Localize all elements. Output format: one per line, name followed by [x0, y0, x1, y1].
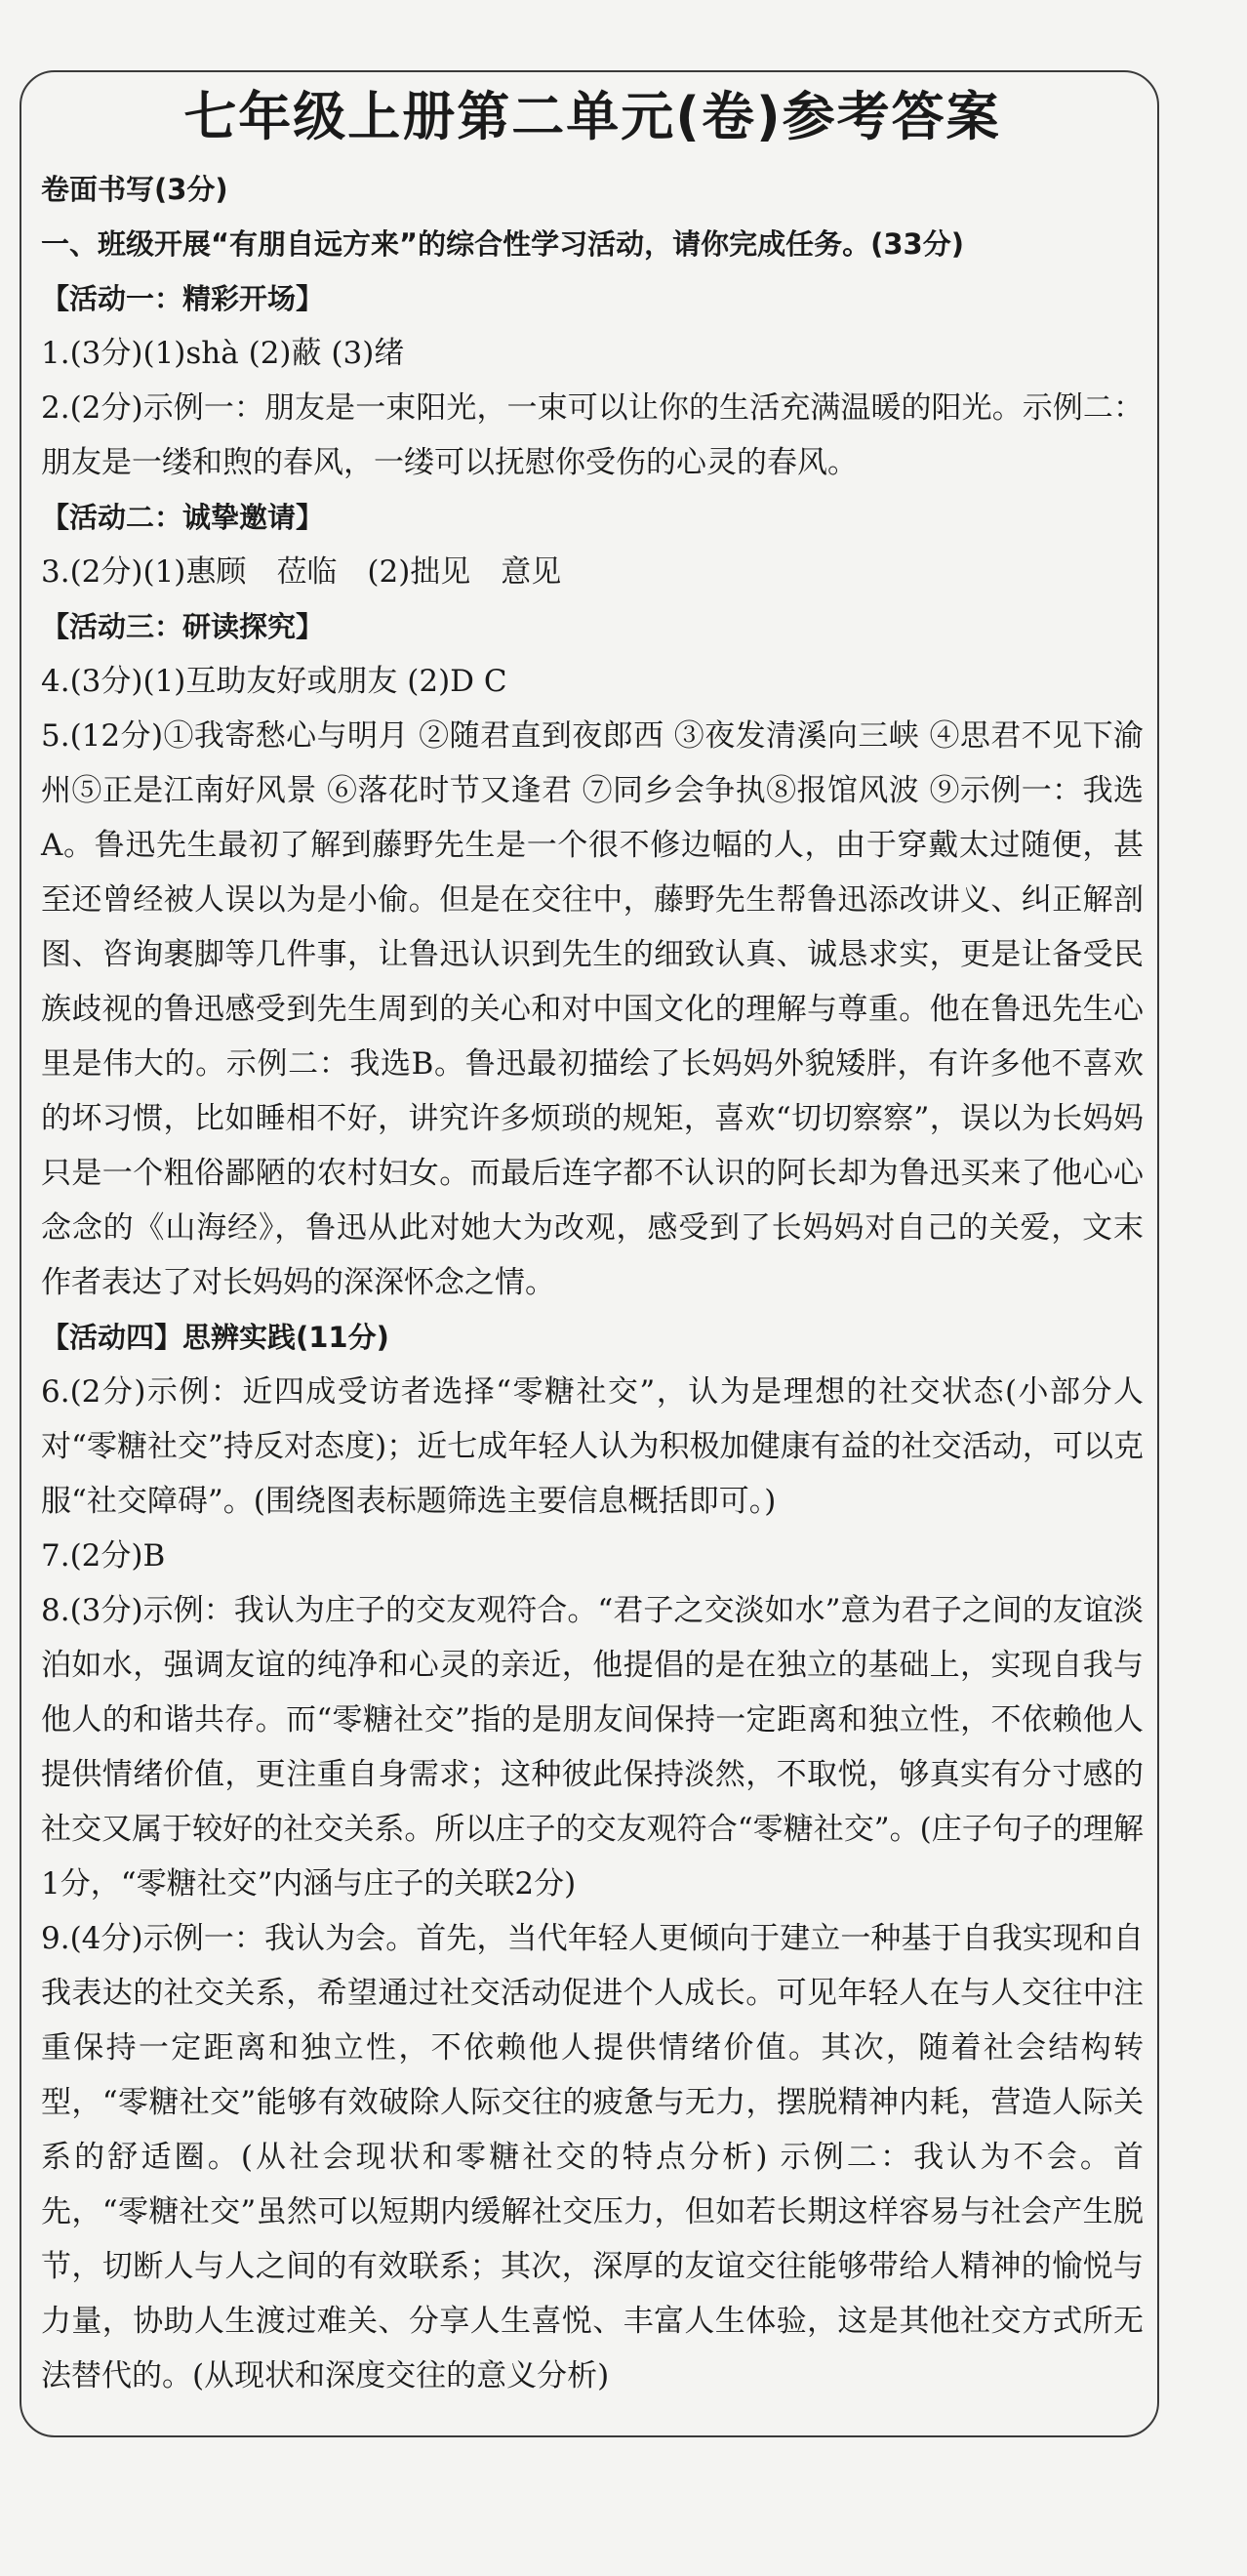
handwriting-score: 卷面书写(3分): [41, 173, 228, 206]
answer-9: 9.(4分)示例一：我认为会。首先，当代年轻人更倾向于建立一种基于自我实现和自我表达的社交关系，希望通过社交活动促进个人成长。可见年轻人在与人交往中注重保持一定距离和独立性，不依赖他人提供情绪价值。其次，随着社会结构转型，“零糖社交”能够有效破除人际交往的疲惫与无力，摆脱精神内耗，营造人际关系的舒适圈。(从社会现状和零糖社交的特点分析) 示例二：我认为不会。首先，“零糖社交”虽然可以短期内缓解社交压力，但如若长期这样容易与社会产生脱节，切断人与人之间的有效联系；其次，深厚的友谊交往能够带给人精神的愉悦与力量，协助人生渡过难关、分享人生喜悦、丰富人生体验，这是其他社交方式所无法替代的。(从现状和深度交往的意义分析): [41, 1921, 1144, 2393]
answer-4: 4.(3分)(1)互助友好或朋友 (2)D C: [41, 664, 507, 699]
activity-three-heading: 【活动三：研读探究】: [41, 610, 325, 643]
answer-content: [41, 76, 1144, 2403]
answer-8: 8.(3分)示例：我认为庄子的交友观符合。“君子之交淡如水”意为君子之间的友谊淡泊如水，强调友谊的纯净和心灵的亲近，他提倡的是在独立的基础上，实现自我与他人的和谐共存。而“零糖社交”指的是朋友间保持一定距离和独立性，不依赖他人提供情绪价值，更注重自身需求；这种彼此保持淡然，不取悦，够真实有分寸感的社交又属于较好的社交关系。所以庄子的交友观符合“零糖社交”。(庄子句子的理解1分，“零糖社交”内涵与庄子的关联2分): [41, 1593, 1144, 1901]
page-title: 七年级上册第二单元(卷)参考答案: [183, 86, 1001, 147]
answer-5: 5.(12分)①我寄愁心与明月 ②随君直到夜郎西 ③夜发清溪向三峡 ④思君不见下渝州⑤正是江南好风景 ⑥落花时节又逢君 ⑦同乡会争执⑧报馆风波 ⑨示例一：我选A。鲁迅先生最初了解到藤野先生是一个很不修边幅的人，由于穿戴太过随便，甚至还曾经被人误以为是小偷。但是在交往中，藤野先生帮鲁迅添改讲义、纠正解剖图、咨询裹脚等几件事，让鲁迅认识到先生的细致认真、诚恳求实，更是让备受民族歧视的鲁迅感受到先生周到的关心和对中国文化的理解与尊重。他在鲁迅先生心里是伟大的。示例二：我选B。鲁迅最初描绘了长妈妈外貌矮胖，有许多他不喜欢的坏习惯，比如睡相不好，讲究许多烦琐的规矩，喜欢“切切察察”，误以为长妈妈只是一个粗俗鄙陋的农村妇女。而最后连字都不认识的阿长却为鲁迅买来了他心心念念的《山海经》，鲁迅从此对她大为改观，感受到了长妈妈对自己的关爱，文末作者表达了对长妈妈的深深怀念之情。: [41, 718, 1144, 1300]
section-heading: 一、班级开展“有朋自远方来”的综合性学习活动，请你完成任务。(33分): [41, 227, 964, 261]
answer-1: 1.(3分)(1)shà (2)蔽 (3)绪: [41, 336, 405, 371]
answer-7: 7.(2分)B: [41, 1538, 166, 1574]
answer-2: 2.(2分)示例一：朋友是一束阳光，一束可以让你的生活充满温暖的阳光。示例二：朋友是一缕和煦的春风，一缕可以抚慰你受伤的心灵的春风。: [41, 390, 1144, 480]
answer-6: 6.(2分)示例：近四成受访者选择“零糖社交”，认为是理想的社交状态(小部分人对“零糖社交”持反对态度)；近七成年轻人认为积极加健康有益的社交活动，可以克服“社交障碍”。(围绕图表标题筛选主要信息概括即可。): [41, 1374, 1144, 1519]
answer-3: 3.(2分)(1)惠顾 莅临 (2)拙见 意见: [41, 554, 562, 590]
activity-one-heading: 【活动一：精彩开场】: [41, 282, 325, 315]
activity-two-heading: 【活动二：诚挚邀请】: [41, 501, 325, 534]
activity-four-heading: 【活动四】思辨实践(11分): [41, 1321, 389, 1354]
